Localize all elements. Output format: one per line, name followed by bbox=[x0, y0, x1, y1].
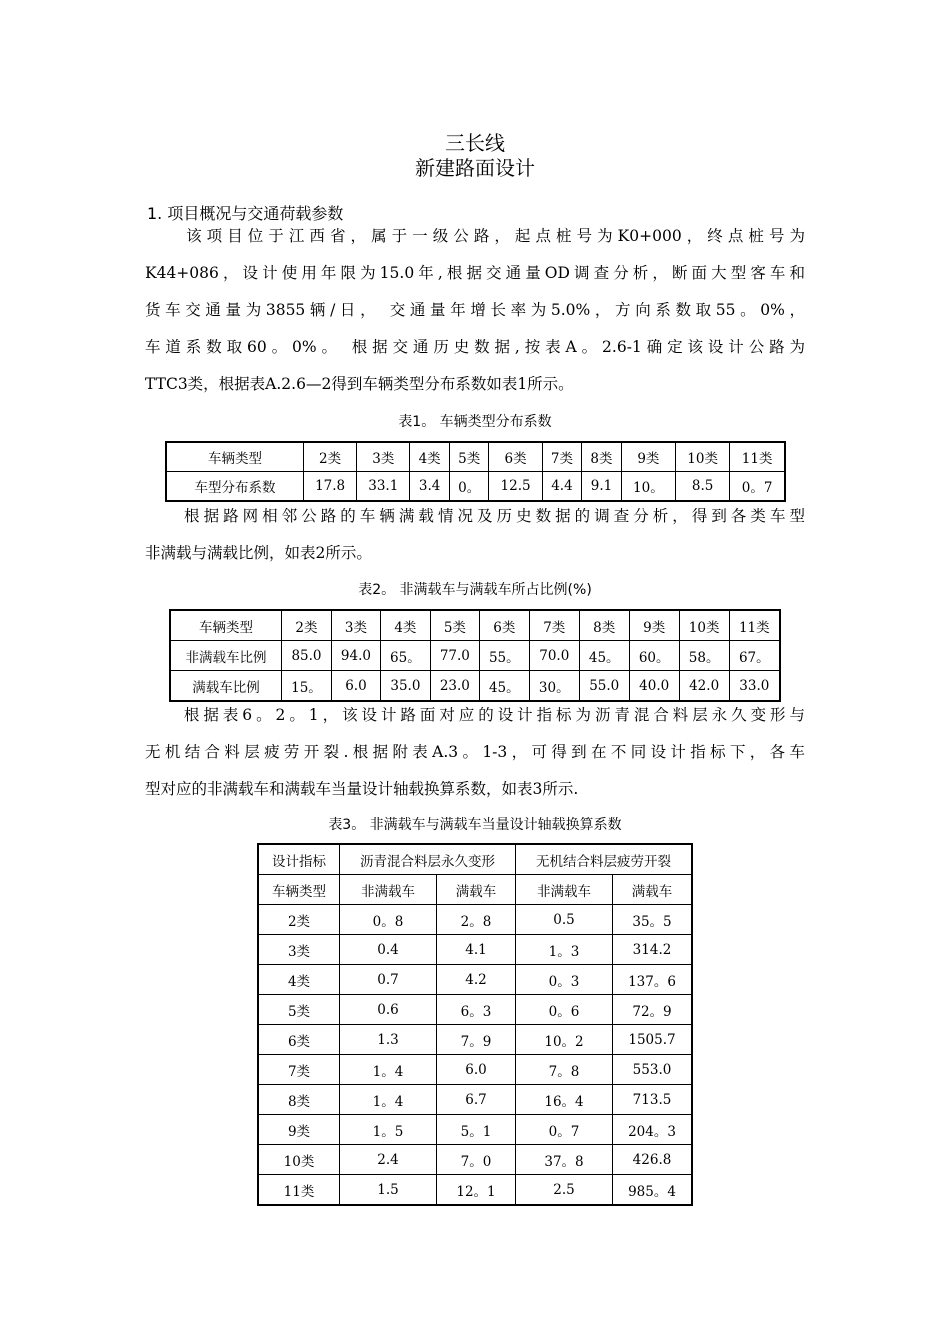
paragraph-line: K44+086，设计使用年限为15.0年,根据交通量OD调查分析，断面大型客车和 bbox=[145, 264, 805, 282]
table-cell: 204。3 bbox=[613, 1115, 693, 1145]
table-row bbox=[166, 442, 785, 472]
table-cell: 2类 bbox=[304, 442, 357, 472]
table-cell: 8类 bbox=[582, 442, 622, 472]
table-cell: 426.8 bbox=[613, 1145, 693, 1175]
table-axle-load-conversion bbox=[257, 843, 693, 1206]
table-cell: 无机结合料层疲劳开裂 bbox=[516, 844, 693, 875]
table-cell: 3类 bbox=[258, 935, 340, 965]
table-cell: 2.4 bbox=[340, 1145, 437, 1175]
table-load-ratio bbox=[169, 609, 781, 702]
table-cell: 7。0 bbox=[437, 1145, 516, 1175]
table3-body bbox=[258, 905, 692, 1206]
section-heading: 1. 项目概况与交通荷载参数 bbox=[147, 204, 344, 223]
table-cell: 10。 bbox=[621, 472, 675, 502]
table-cell: 2类 bbox=[282, 610, 332, 641]
doc-title: 三长线 bbox=[445, 131, 505, 155]
table-cell: 10。2 bbox=[516, 1025, 613, 1055]
table-row bbox=[258, 935, 692, 965]
paragraph-line: 型对应的非满载车和满载车当量设计轴载换算系数，如表3所示. bbox=[145, 780, 579, 798]
table-cell: 7。8 bbox=[516, 1055, 613, 1085]
paragraph-line: 无机结合料层疲劳开裂.根据附表A.3。1-3，可得到在不同设计指标下，各车 bbox=[145, 743, 805, 761]
table-cell: 4.1 bbox=[437, 935, 516, 965]
table-cell: 58。 bbox=[679, 641, 729, 671]
table-cell: 985。4 bbox=[613, 1175, 693, 1206]
table-cell: 车辆类型 bbox=[166, 442, 304, 472]
table-cell: 3类 bbox=[357, 442, 410, 472]
table-cell: 9类 bbox=[621, 442, 675, 472]
table-cell: 553.0 bbox=[613, 1055, 693, 1085]
table-cell: 6.7 bbox=[437, 1085, 516, 1115]
table-cell: 1。4 bbox=[340, 1055, 437, 1085]
table1-caption: 表1。 车辆类型分布系数 bbox=[398, 414, 552, 430]
table-cell: 设计指标 bbox=[258, 844, 340, 875]
table-cell: 5。1 bbox=[437, 1115, 516, 1145]
table-cell: 0.5 bbox=[516, 905, 613, 935]
table-cell: 6类 bbox=[258, 1025, 340, 1055]
table-row bbox=[258, 1055, 692, 1085]
table-cell: 42.0 bbox=[679, 671, 729, 702]
table-cell: 33.1 bbox=[357, 472, 410, 502]
table-cell: 713.5 bbox=[613, 1085, 693, 1115]
table-cell: 7。9 bbox=[437, 1025, 516, 1055]
table-row bbox=[258, 965, 692, 995]
table-cell: 67。 bbox=[729, 641, 780, 671]
table-cell: 65。 bbox=[380, 641, 430, 671]
table-cell: 11类 bbox=[729, 610, 780, 641]
table-cell: 1.5 bbox=[340, 1175, 437, 1206]
table-cell: 10类 bbox=[258, 1145, 340, 1175]
table-cell: 5类 bbox=[430, 610, 479, 641]
table-cell: 5类 bbox=[258, 995, 340, 1025]
table-row bbox=[170, 610, 780, 641]
table-cell: 2.5 bbox=[516, 1175, 613, 1206]
table-row bbox=[258, 1115, 692, 1145]
table-cell: 满载车 bbox=[613, 875, 693, 905]
table-cell: 2。8 bbox=[437, 905, 516, 935]
paragraph-line: 非满载与满载比例，如表2所示。 bbox=[145, 544, 372, 562]
paragraph-line: 货车交通量为3855辆/日， 交通量年增长率为5.0%，方向系数取55。0%， bbox=[145, 301, 805, 319]
table-cell: 17.8 bbox=[304, 472, 357, 502]
table-cell: 8.5 bbox=[676, 472, 730, 502]
table-cell: 2类 bbox=[258, 905, 340, 935]
table-row bbox=[170, 641, 780, 671]
table-vehicle-distribution bbox=[165, 441, 786, 502]
table-cell: 0。3 bbox=[516, 965, 613, 995]
table-cell: 11类 bbox=[730, 442, 785, 472]
paragraph-design-index bbox=[145, 697, 805, 808]
table-cell: 1505.7 bbox=[613, 1025, 693, 1055]
table-cell: 85.0 bbox=[282, 641, 332, 671]
table-cell: 70.0 bbox=[529, 641, 579, 671]
table-cell: 非满载车 bbox=[516, 875, 613, 905]
table-cell: 1。5 bbox=[340, 1115, 437, 1145]
table-cell: 7类 bbox=[529, 610, 579, 641]
table-cell: 6.0 bbox=[437, 1055, 516, 1085]
table-cell: 满载车 bbox=[437, 875, 516, 905]
table-cell: 4类 bbox=[258, 965, 340, 995]
table-cell: 车辆类型 bbox=[170, 610, 282, 641]
table-row bbox=[258, 875, 692, 905]
table-cell: 0。7 bbox=[516, 1115, 613, 1145]
table2-caption: 表2。 非满载车与满载车所占比例(%) bbox=[358, 582, 592, 598]
table-cell: 8类 bbox=[579, 610, 629, 641]
table-cell: 9类 bbox=[629, 610, 679, 641]
table-cell: 72。9 bbox=[613, 995, 693, 1025]
table-cell: 1。4 bbox=[340, 1085, 437, 1115]
table-cell: 33.0 bbox=[729, 671, 780, 702]
table-cell: 7类 bbox=[258, 1055, 340, 1085]
table-cell: 4.2 bbox=[437, 965, 516, 995]
table-cell: 6类 bbox=[489, 442, 542, 472]
table-cell: 非满载车比例 bbox=[170, 641, 282, 671]
table-cell: 60。 bbox=[629, 641, 679, 671]
table-cell: 10类 bbox=[679, 610, 729, 641]
paragraph-load-survey bbox=[145, 498, 805, 572]
table-cell: 4类 bbox=[410, 442, 450, 472]
table-cell: 0。 bbox=[449, 472, 489, 502]
table-cell: 车辆类型 bbox=[258, 875, 340, 905]
table-cell: 0.7 bbox=[340, 965, 437, 995]
table-cell: 9.1 bbox=[582, 472, 622, 502]
table-cell: 4.4 bbox=[542, 472, 582, 502]
table-cell: 0。6 bbox=[516, 995, 613, 1025]
table-row bbox=[258, 995, 692, 1025]
table-cell: 12。1 bbox=[437, 1175, 516, 1206]
table-cell: 10类 bbox=[676, 442, 730, 472]
table-cell: 55.0 bbox=[579, 671, 629, 702]
table-cell: 满载车比例 bbox=[170, 671, 282, 702]
table-cell: 9类 bbox=[258, 1115, 340, 1145]
table-cell: 11类 bbox=[258, 1175, 340, 1206]
table-cell: 23.0 bbox=[430, 671, 479, 702]
table-cell: 4类 bbox=[380, 610, 430, 641]
table-cell: 37。8 bbox=[516, 1145, 613, 1175]
table-cell: 6。3 bbox=[437, 995, 516, 1025]
table-cell: 车型分布系数 bbox=[166, 472, 304, 502]
table-cell: 35。5 bbox=[613, 905, 693, 935]
table-cell: 0.4 bbox=[340, 935, 437, 965]
doc-subtitle: 新建路面设计 bbox=[415, 156, 535, 180]
table-row bbox=[258, 905, 692, 935]
table-cell: 6.0 bbox=[331, 671, 380, 702]
table-cell: 0。7 bbox=[730, 472, 785, 502]
table-cell: 8类 bbox=[258, 1085, 340, 1115]
table-cell: 0。8 bbox=[340, 905, 437, 935]
table-row bbox=[258, 844, 692, 875]
table-row bbox=[166, 472, 785, 502]
paragraph-line: 车道系数取60。0%。 根据交通历史数据,按表A。2.6-1确定该设计公路为 bbox=[145, 338, 805, 356]
table-cell: 1。3 bbox=[516, 935, 613, 965]
table-cell: 30。 bbox=[529, 671, 579, 702]
paragraph-project-overview bbox=[145, 218, 805, 403]
table-cell: 0.6 bbox=[340, 995, 437, 1025]
table-cell: 沥青混合料层永久变形 bbox=[340, 844, 516, 875]
table-cell: 5类 bbox=[449, 442, 489, 472]
table-cell: 非满载车 bbox=[340, 875, 437, 905]
paragraph-line: 该项目位于江西省，属于一级公路，起点桩号为K0+000，终点桩号为 bbox=[145, 227, 805, 245]
table-cell: 16。4 bbox=[516, 1085, 613, 1115]
table3-caption: 表3。 非满载车与满载车当量设计轴载换算系数 bbox=[328, 817, 622, 833]
table-cell: 12.5 bbox=[489, 472, 542, 502]
table-cell: 3类 bbox=[331, 610, 380, 641]
table-cell: 1.3 bbox=[340, 1025, 437, 1055]
table-row bbox=[258, 1175, 692, 1206]
table-row bbox=[258, 1145, 692, 1175]
table-cell: 137。6 bbox=[613, 965, 693, 995]
paragraph-line: 根据表6。2。1，该设计路面对应的设计指标为沥青混合料层永久变形与 bbox=[145, 706, 805, 724]
table-cell: 35.0 bbox=[380, 671, 430, 702]
table-row bbox=[258, 1025, 692, 1055]
table-cell: 3.4 bbox=[410, 472, 450, 502]
table-cell: 77.0 bbox=[430, 641, 479, 671]
paragraph-line: 根据路网相邻公路的车辆满载情况及历史数据的调查分析，得到各类车型 bbox=[145, 507, 805, 525]
table-cell: 55。 bbox=[479, 641, 529, 671]
table-cell: 94.0 bbox=[331, 641, 380, 671]
table-cell: 314.2 bbox=[613, 935, 693, 965]
table-cell: 7类 bbox=[542, 442, 582, 472]
table-cell: 6类 bbox=[479, 610, 529, 641]
table-row bbox=[258, 1085, 692, 1115]
table-cell: 15。 bbox=[282, 671, 332, 702]
table-cell: 45。 bbox=[479, 671, 529, 702]
paragraph-line: TTC3类，根据表A.2.6—2得到车辆类型分布系数如表1所示。 bbox=[145, 375, 574, 393]
table-cell: 45。 bbox=[579, 641, 629, 671]
table-cell: 40.0 bbox=[629, 671, 679, 702]
